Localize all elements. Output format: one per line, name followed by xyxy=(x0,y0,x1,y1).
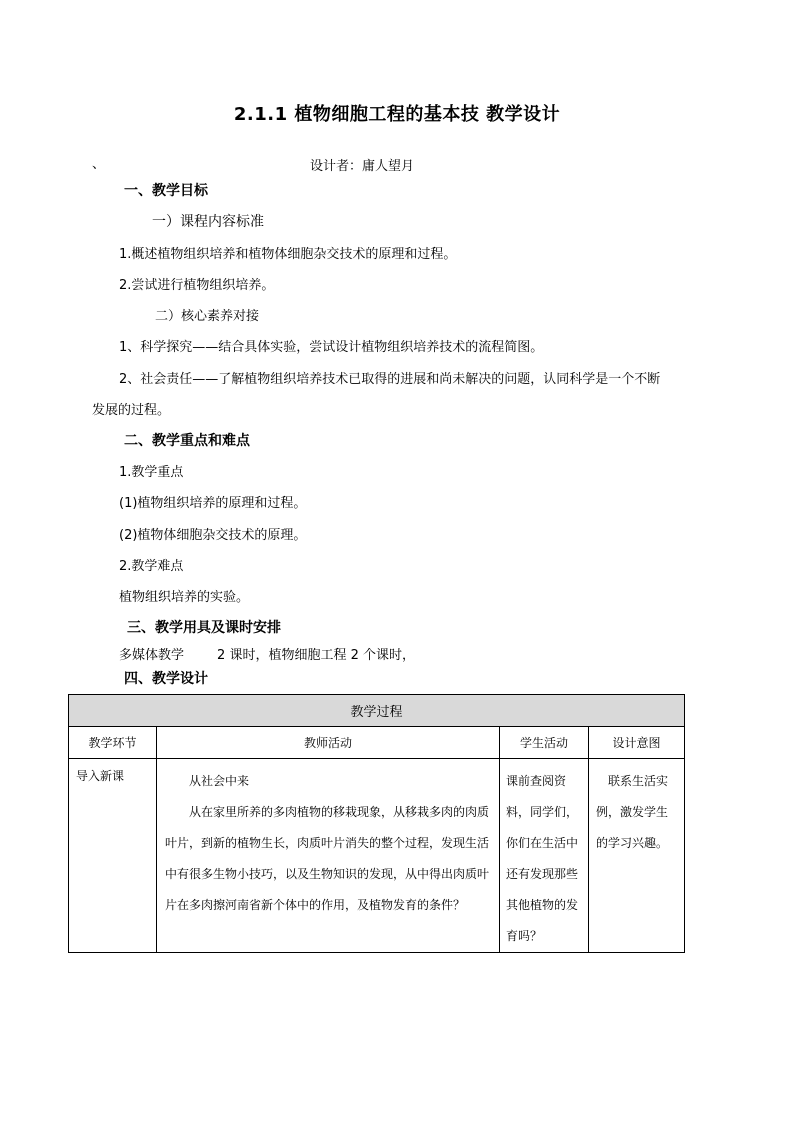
designer-line: 设计者：庸人望月 xyxy=(310,159,415,174)
difficulty-item-1: 植物组织培养的实验。 xyxy=(119,590,250,605)
cell-design-intent: 联系生活实例，激发学生的学习兴趣。 xyxy=(589,759,685,953)
teacher-activity-paragraph-1: 从社会中来 xyxy=(189,774,250,788)
section-heading-design: 四、教学设计 xyxy=(124,671,208,687)
cell-stage: 导入新课 xyxy=(69,759,157,953)
table-header-row xyxy=(69,727,685,759)
column-header-student: 学生活动 xyxy=(500,727,589,759)
table-main-header: 教学过程 xyxy=(69,695,685,727)
difficulty-heading: 2.教学难点 xyxy=(119,559,184,574)
column-header-stage: 教学环节 xyxy=(69,727,157,759)
section-heading-materials: 三、教学用具及课时安排 xyxy=(127,620,281,636)
section-heading-objectives: 一、教学目标 xyxy=(124,183,208,199)
key-point-item-2: (2)植物体细胞杂交技术的原理。 xyxy=(119,528,307,543)
subheading-core-literacy: 二）核心素养对接 xyxy=(155,309,260,324)
cell-teacher-activity xyxy=(157,759,500,953)
cell-student-activity: 课前查阅资料，同学们，你们在生活中还有发现那些其他植物的发育吗？ xyxy=(500,759,589,953)
teacher-activity-paragraph-2: 从在家里所养的多肉植物的移栽现象，从移栽多肉的肉质叶片，到新的植物生长，肉质叶片消失的整个过程，发现生活中有很多生物小技巧，以及生物知识的发现，从中得出肉质叶片在多肉擦河南省新个体中的作用，及植物发育的条件？ xyxy=(165,805,490,912)
core-literacy-item-2-line1: 2、社会责任——了解植物组织培养技术已取得的进展和尚未解决的问题，认同科学是一个不断 xyxy=(119,372,661,387)
table-row xyxy=(69,759,685,953)
column-header-teacher: 教师活动 xyxy=(157,727,500,759)
key-point-heading: 1.教学重点 xyxy=(119,465,184,480)
document-title: 2.1.1 植物细胞工程的基本技 教学设计 xyxy=(233,104,561,125)
column-header-intent: 设计意图 xyxy=(589,727,685,759)
section-heading-key-points: 二、教学重点和难点 xyxy=(124,433,250,449)
core-literacy-item-1: 1、科学探究——结合具体实验，尝试设计植物组织培养技术的流程简图。 xyxy=(119,340,544,355)
core-literacy-item-2-line2: 发展的过程。 xyxy=(92,403,171,418)
key-point-item-1: (1)植物组织培养的原理和过程。 xyxy=(119,496,307,511)
objective-item-2: 2.尝试进行植物组织培养。 xyxy=(119,278,275,293)
table-main-header-row xyxy=(69,695,685,727)
teaching-process-table xyxy=(68,694,685,953)
objective-item-1: 1.概述植物组织培养和植物体细胞杂交技术的原理和过程。 xyxy=(119,247,457,262)
materials-content: 多媒体教学 2 课时，植物细胞工程 2 个课时， xyxy=(119,648,415,663)
stray-mark: 、 xyxy=(92,157,106,172)
subheading-curriculum-standard: 一）课程内容标准 xyxy=(152,214,264,230)
